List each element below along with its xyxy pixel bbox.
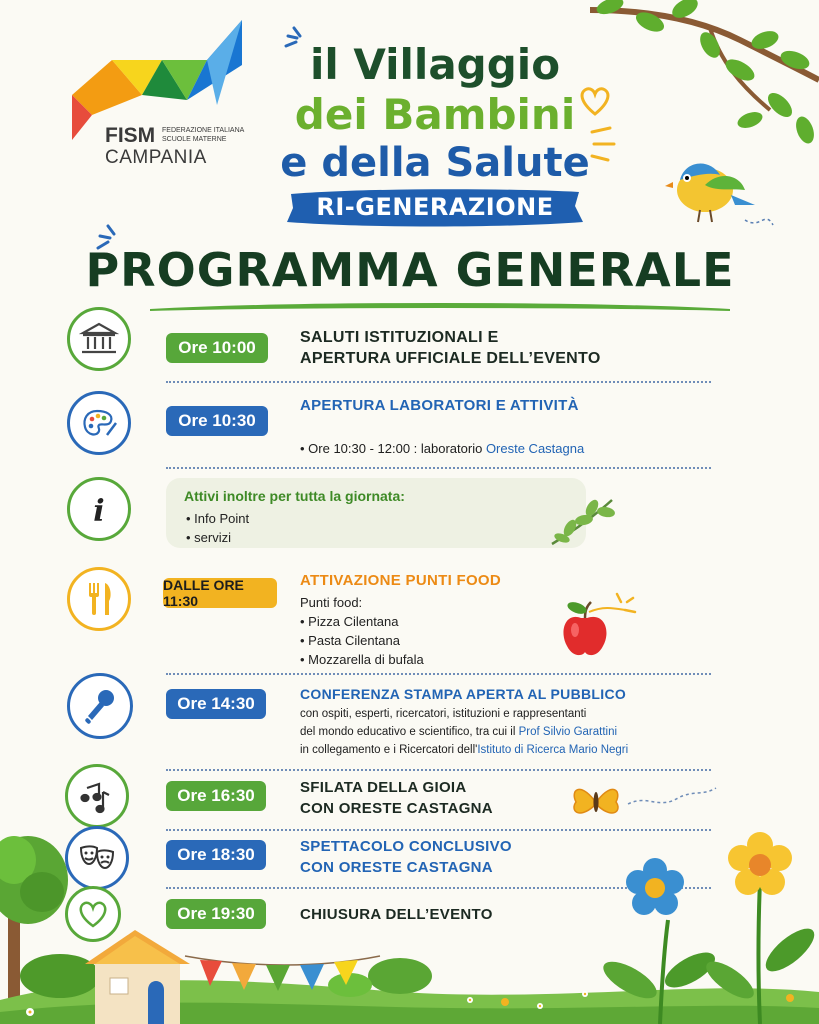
list-item: • Pasta Cilentana — [300, 633, 400, 648]
time-badge: Ore 19:30 — [166, 899, 266, 929]
list-item: • Mozzarella di bufala — [300, 652, 424, 667]
title-underline — [150, 298, 730, 318]
time-badge: Ore 10:30 — [166, 406, 268, 436]
time-badge: Ore 18:30 — [166, 840, 266, 870]
info-title: Attivi inoltre per tutta la giornata: — [184, 488, 405, 504]
heart-doodle-icon — [575, 80, 615, 120]
main-title: PROGRAMMA GENERALE — [85, 243, 735, 297]
palette-icon — [67, 391, 131, 455]
cutlery-icon — [67, 567, 131, 631]
time-badge: Ore 10:00 — [166, 333, 268, 363]
leaf-sprig-icon — [548, 492, 618, 548]
event-title: SALUTI ISTITUZIONALI E APERTURA UFFICIALE DELL’EVENTO — [300, 329, 601, 367]
info-icon — [67, 477, 131, 541]
sparkle-icon — [588, 124, 618, 164]
title-line-2: dei Bambini — [294, 90, 576, 139]
row-divider — [166, 467, 711, 469]
list-item: • servizi — [186, 530, 231, 545]
event-title: SFILATA DELLA GIOIA CON ORESTE CASTAGNA — [300, 779, 493, 817]
time-badge: DALLE ORE 11:30 — [163, 578, 277, 608]
event-detail: • Ore 10:30 - 12:00 : laboratorio Oreste Castagna — [300, 441, 585, 456]
event-title: CHIUSURA DELL’EVENTO — [300, 906, 493, 923]
time-badge: Ore 14:30 — [166, 689, 266, 719]
event-title: SPETTACOLO CONCLUSIVO CON ORESTE CASTAGNA — [300, 838, 512, 876]
logo-subtitle: FEDERAZIONE ITALIANA SCUOLE MATERNE — [162, 127, 245, 143]
food-list — [300, 593, 424, 669]
tree-branch-illustration — [590, 0, 819, 160]
event-title: CONFERENZA STAMPA APERTA AL PUBBLICO — [300, 686, 627, 702]
title-line-1: il Villaggio — [309, 40, 561, 89]
row-divider — [166, 381, 711, 383]
svg-text:i: i — [93, 494, 105, 529]
title-line-3: e della Salute — [280, 140, 590, 186]
apple-illustration — [555, 588, 640, 663]
tagline: RI-GENERAZIONE — [316, 193, 554, 221]
institution-icon — [67, 307, 131, 371]
list-item: • Info Point — [186, 511, 250, 526]
time-badge: Ore 16:30 — [166, 781, 266, 811]
event-title: ATTIVAZIONE PUNTI FOOD — [300, 572, 502, 589]
event-title: APERTURA LABORATORI E ATTIVITÀ — [300, 397, 579, 414]
event-detail: con ospiti, esperti, ricercatori, istituzioni e rappresentanti del mondo educativo e scientifico, tra cui il Prof Silvio Garattini in collegamento e i Ricercatori dell'Istituto di Ricerca Mario Negri — [300, 708, 629, 756]
logo-region: CAMPANIA — [105, 147, 207, 168]
microphone-icon — [67, 673, 133, 739]
food-heading: Punti food: — [300, 595, 363, 610]
row-divider — [166, 769, 711, 771]
bird-illustration — [665, 150, 775, 240]
info-list — [186, 509, 249, 547]
logo-name: FISM — [105, 124, 156, 147]
list-item: • Pizza Cilentana — [300, 614, 399, 629]
meadow-illustration — [0, 780, 819, 1024]
row-divider — [166, 673, 711, 675]
